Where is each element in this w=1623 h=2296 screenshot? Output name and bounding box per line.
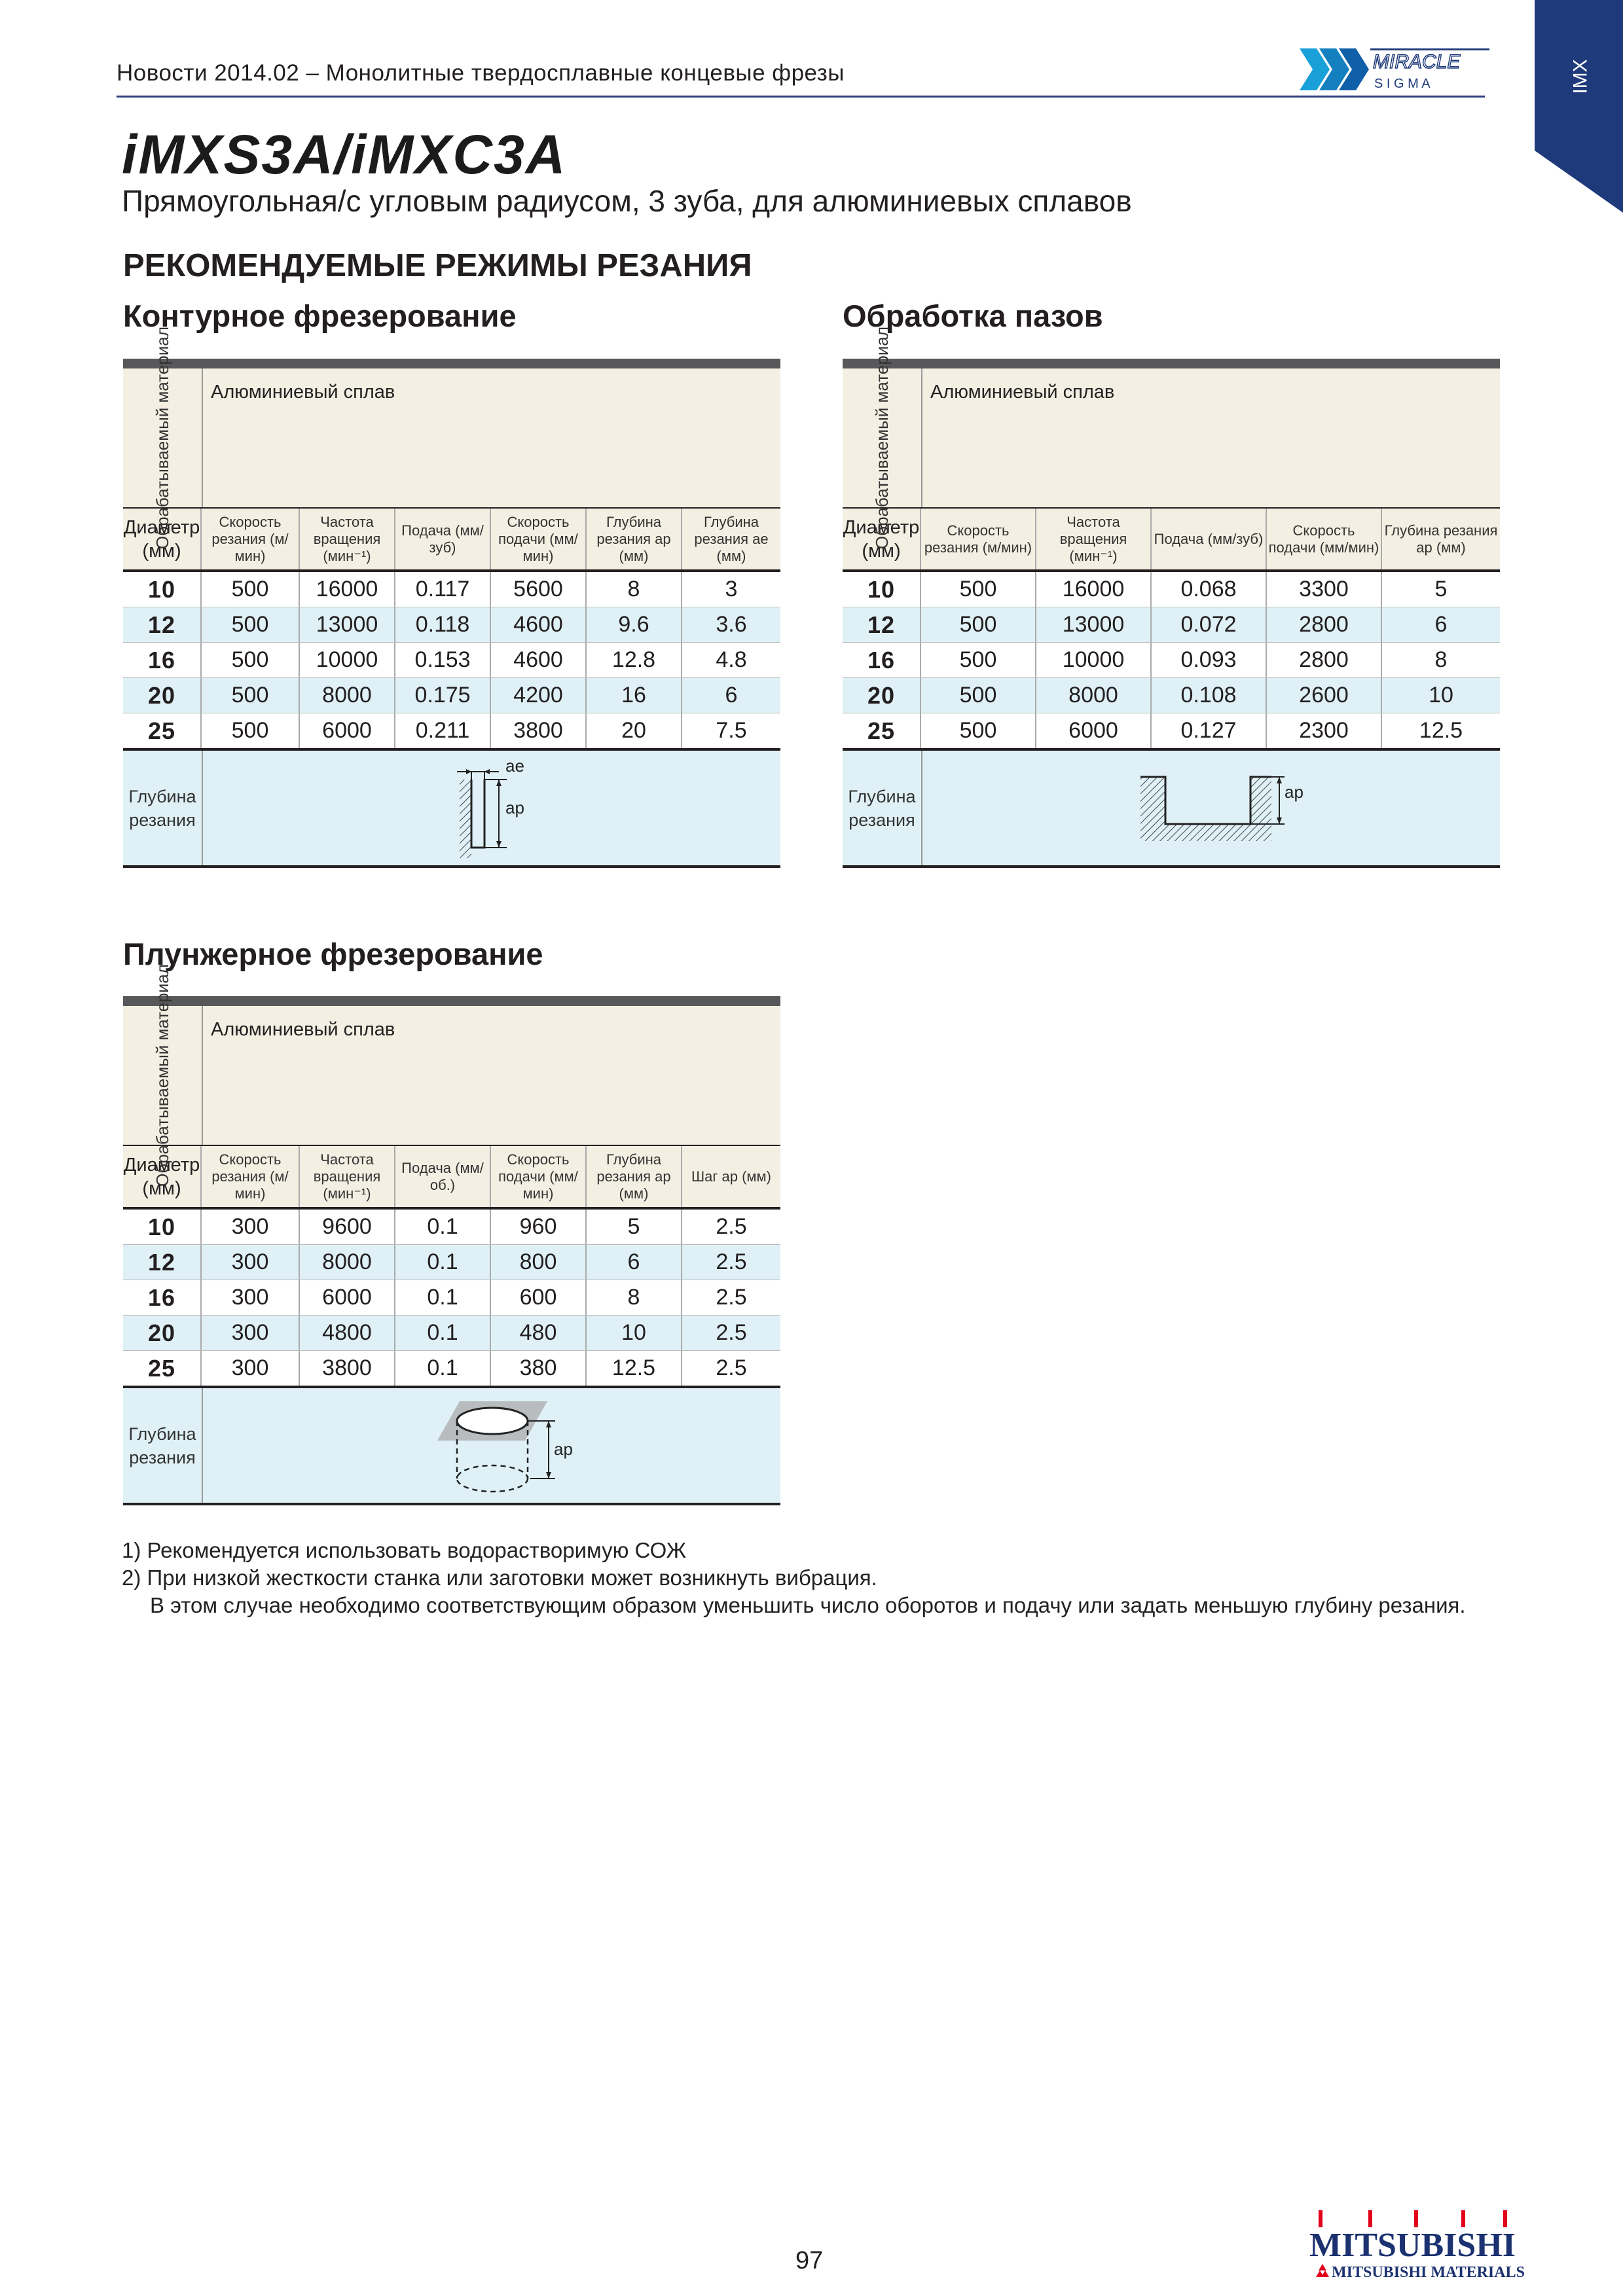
ae-label: ae <box>505 756 524 776</box>
section-title: РЕКОМЕНДУЕМЫЕ РЕЖИМЫ РЕЗАНИЯ <box>123 248 752 283</box>
cell: 5600 <box>491 572 587 607</box>
depth-label: Глубина резания <box>123 1388 203 1503</box>
cell: 0.153 <box>395 643 491 677</box>
corner-tab <box>1535 0 1623 213</box>
product-subtitle: Прямоугольная/с угловым радиусом, 3 зуба, для алюминиевых сплавов <box>122 184 1132 218</box>
depth-row <box>123 1388 780 1505</box>
col-header: Скорость резания (м/мин) <box>921 509 1036 569</box>
ap-label: ap <box>505 798 524 817</box>
table-row <box>123 1210 780 1245</box>
cell: 0.108 <box>1152 678 1267 713</box>
cell: 0.1 <box>395 1280 491 1315</box>
col-header: Скорость подачи (мм/мин) <box>1267 509 1382 569</box>
cell: 2.5 <box>716 1214 747 1239</box>
cell: 0.072 <box>1152 607 1267 642</box>
cell: 500 <box>921 643 1036 677</box>
cell: 6 <box>725 683 738 708</box>
col-header: Глубина резания ap (мм) <box>587 509 682 569</box>
cell: 13000 <box>1036 607 1152 642</box>
cell: 2300 <box>1267 713 1382 748</box>
cell: 8000 <box>300 678 395 713</box>
col-header: Шаг ap (мм) <box>691 1168 772 1185</box>
depth-label: Глубина резания <box>123 751 203 865</box>
cell-diameter: 20 <box>123 678 202 713</box>
col-header: Скорость подачи (мм/мин) <box>491 509 587 569</box>
cell: 800 <box>491 1245 587 1280</box>
ap-label: ap <box>554 1439 573 1459</box>
col-header: Глубина резания ap (мм) <box>1384 522 1498 556</box>
plunge-table <box>123 963 780 1505</box>
cell: 10 <box>587 1316 682 1350</box>
cell: 8 <box>587 572 682 607</box>
cell: 300 <box>202 1351 300 1386</box>
cell: 3300 <box>1267 572 1382 607</box>
cell: 0.127 <box>1152 713 1267 748</box>
miracle-sigma-logo <box>1300 46 1489 93</box>
table-top-bar <box>843 359 1500 368</box>
page-header-title: Новости 2014.02 – Монолитные твердосплавные концевые фрезы <box>117 60 845 86</box>
table-row <box>123 678 780 713</box>
cell-diameter: 25 <box>123 1351 202 1386</box>
col-header: Глубина резания ae (мм) <box>694 513 769 564</box>
col-header: Скорость подачи (мм/мин) <box>491 1146 587 1207</box>
cell: 300 <box>202 1245 300 1280</box>
cell: 12.5 <box>1419 718 1463 743</box>
cell: 2.5 <box>716 1285 747 1310</box>
depth-row <box>123 751 780 868</box>
table-row <box>843 643 1500 678</box>
cell: 16000 <box>1036 572 1152 607</box>
diameter-header: Диаметр (мм) <box>843 509 921 569</box>
cell-diameter: 25 <box>123 713 202 748</box>
cell: 380 <box>491 1351 587 1386</box>
cell: 500 <box>202 678 300 713</box>
mitsubishi-logo <box>1309 2209 1525 2281</box>
col-header: Частота вращения (мин⁻¹) <box>1036 509 1152 569</box>
cell: 6000 <box>1036 713 1152 748</box>
column-headers <box>843 509 1500 572</box>
cell: 6 <box>1434 612 1448 637</box>
cell: 8000 <box>300 1245 395 1280</box>
cell: 0.118 <box>395 607 491 642</box>
cell: 500 <box>921 607 1036 642</box>
contour-table <box>123 326 780 868</box>
table-row <box>123 607 780 643</box>
cell: 2800 <box>1267 643 1382 677</box>
cell: 3 <box>725 577 738 601</box>
cell: 500 <box>921 678 1036 713</box>
col-header: Частота вращения (мин⁻¹) <box>300 509 395 569</box>
ap-label: ap <box>1285 782 1304 802</box>
cell-diameter: 10 <box>843 572 921 607</box>
cell-diameter: 10 <box>123 1210 202 1244</box>
diameter-header: Диаметр (мм) <box>123 1146 202 1207</box>
depth-label: Глубина резания <box>843 751 922 865</box>
cell: 4800 <box>300 1316 395 1350</box>
slot-title: Обработка пазов <box>843 298 1103 333</box>
cell: 0.211 <box>395 713 491 748</box>
column-headers <box>123 1146 780 1210</box>
logo-text-bottom: S I G M A <box>1374 77 1431 91</box>
cell: 8 <box>587 1280 682 1315</box>
plunge-title: Плунжерное фрезерование <box>123 937 543 971</box>
cell: 300 <box>202 1316 300 1350</box>
logo-text-top: MIRACLE <box>1373 51 1461 73</box>
table-row <box>843 678 1500 713</box>
cell-diameter: 10 <box>123 572 202 607</box>
cell: 2600 <box>1267 678 1382 713</box>
material-name: Алюминиевый сплав <box>211 382 395 403</box>
cell: 600 <box>491 1280 587 1315</box>
cell: 7.5 <box>716 718 747 743</box>
cell: 4200 <box>491 678 587 713</box>
table-row <box>843 572 1500 607</box>
cell-diameter: 16 <box>843 643 921 677</box>
cell: 500 <box>202 607 300 642</box>
cell: 4600 <box>491 643 587 677</box>
cell: 9600 <box>300 1210 395 1244</box>
cell: 2800 <box>1267 607 1382 642</box>
header-rule <box>117 96 1485 98</box>
note-2: 2) При низкой жесткости станка или заготовки может возникнуть вибрация. <box>122 1566 877 1590</box>
table-row <box>123 1245 780 1280</box>
depth-row <box>843 751 1500 868</box>
material-label: Обрабатываемый материал <box>153 326 172 550</box>
cell: 300 <box>202 1210 300 1244</box>
cell: 12.8 <box>587 643 682 677</box>
cell-diameter: 16 <box>123 643 202 677</box>
table-row <box>123 572 780 607</box>
col-header: Подача (мм/об.) <box>395 1146 491 1207</box>
cell: 500 <box>921 572 1036 607</box>
table-row <box>123 1351 780 1388</box>
cell: 500 <box>921 713 1036 748</box>
cell: 0.1 <box>395 1245 491 1280</box>
material-name: Алюминиевый сплав <box>211 1019 395 1040</box>
cell-diameter: 12 <box>123 1245 202 1280</box>
contour-depth-diagram <box>450 756 568 861</box>
cell: 0.117 <box>395 572 491 607</box>
cell: 12.5 <box>587 1351 682 1386</box>
cell: 6 <box>587 1245 682 1280</box>
cell: 0.175 <box>395 678 491 713</box>
col-header: Скорость резания (м/мин) <box>202 1146 300 1207</box>
note-2-continued: В этом случае необходимо соответствующим образом уменьшить число оборотов и подачу или задать меньшую глубину резания. <box>150 1593 1466 1617</box>
cell: 2.5 <box>716 1320 747 1345</box>
cell: 8 <box>1434 647 1448 672</box>
cell: 960 <box>491 1210 587 1244</box>
material-label: Обрабатываемый материал <box>153 963 172 1187</box>
cell: 16 <box>587 678 682 713</box>
cell: 0.1 <box>395 1351 491 1386</box>
cell: 3.6 <box>716 612 747 637</box>
table-row <box>123 643 780 678</box>
cell: 9.6 <box>587 607 682 642</box>
cell: 0.1 <box>395 1316 491 1350</box>
cell: 5 <box>1434 577 1448 601</box>
cell-diameter: 12 <box>843 607 921 642</box>
page-number: 97 <box>795 2247 824 2274</box>
cell: 0.1 <box>395 1210 491 1244</box>
cell: 300 <box>202 1280 300 1315</box>
cell-diameter: 16 <box>123 1280 202 1315</box>
cell: 4.8 <box>716 647 747 672</box>
cell-diameter: 20 <box>843 678 921 713</box>
cell: 2.5 <box>716 1249 747 1274</box>
cell: 5 <box>587 1210 682 1244</box>
material-name: Алюминиевый сплав <box>930 382 1115 403</box>
cell: 10000 <box>1036 643 1152 677</box>
contour-title: Контурное фрезерование <box>123 298 517 333</box>
cell: 3800 <box>300 1351 395 1386</box>
note-1: 1) Рекомендуется использовать водорастворимую СОЖ <box>122 1538 687 1562</box>
cell: 6000 <box>300 713 395 748</box>
table-top-bar <box>123 359 780 368</box>
col-header: Подача (мм/зуб) <box>1152 509 1267 569</box>
plunge-depth-diagram <box>424 1395 573 1499</box>
material-label: Обрабатываемый материал <box>872 326 892 550</box>
cell: 500 <box>202 713 300 748</box>
diameter-header: Диаметр (мм) <box>123 509 202 569</box>
cell: 10 <box>1429 683 1453 708</box>
cell-diameter: 12 <box>123 607 202 642</box>
col-header: Частота вращения (мин⁻¹) <box>300 1146 395 1207</box>
cell: 13000 <box>300 607 395 642</box>
cell: 16000 <box>300 572 395 607</box>
cell: 4600 <box>491 607 587 642</box>
cell: 20 <box>587 713 682 748</box>
cell: 8000 <box>1036 678 1152 713</box>
cell: 500 <box>202 643 300 677</box>
table-top-bar <box>123 996 780 1006</box>
mitsubishi-wordmark: MITSUBISHI <box>1309 2227 1516 2264</box>
cell: 3800 <box>491 713 587 748</box>
table-row <box>123 713 780 751</box>
cell: 480 <box>491 1316 587 1350</box>
cell: 6000 <box>300 1280 395 1315</box>
cell: 2.5 <box>716 1355 747 1380</box>
cell-diameter: 20 <box>123 1316 202 1350</box>
column-headers <box>123 509 780 572</box>
mitsubishi-materials-wordmark: MITSUBISHI MATERIALS <box>1332 2264 1525 2281</box>
cell: 500 <box>202 572 300 607</box>
table-row <box>843 713 1500 751</box>
cell-diameter: 25 <box>843 713 921 748</box>
corner-tab-label: IMX <box>1569 59 1592 94</box>
col-header: Подача (мм/зуб) <box>395 509 491 569</box>
slot-table <box>843 326 1500 868</box>
slot-depth-diagram <box>1140 764 1304 855</box>
product-name: iMXS3A/iMXC3A <box>122 124 567 185</box>
cell: 0.068 <box>1152 572 1267 607</box>
cell: 0.093 <box>1152 643 1267 677</box>
col-header: Глубина резания ap (мм) <box>587 1146 682 1207</box>
cell: 10000 <box>300 643 395 677</box>
table-row <box>843 607 1500 643</box>
col-header: Скорость резания (м/мин) <box>202 509 300 569</box>
table-row <box>123 1316 780 1351</box>
table-row <box>123 1280 780 1316</box>
